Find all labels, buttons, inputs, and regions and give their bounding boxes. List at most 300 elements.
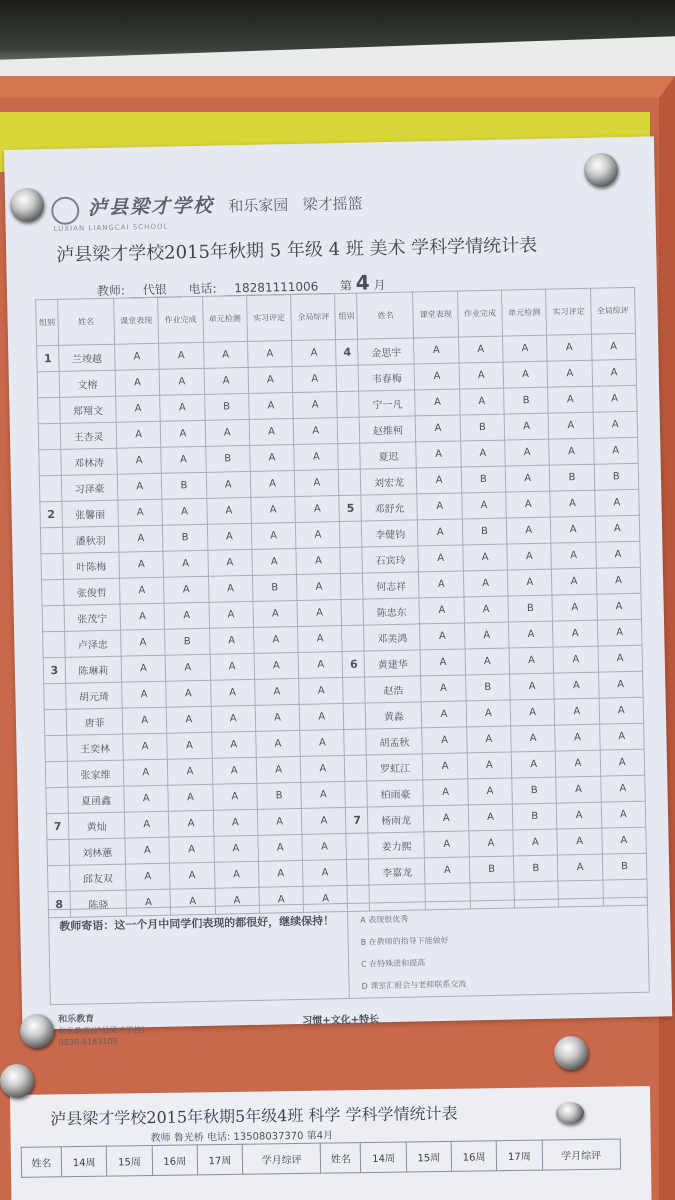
pin-icon (0, 1064, 34, 1098)
group-number (45, 735, 68, 761)
grade-cell: A (422, 701, 467, 728)
sheet2-table (21, 1138, 621, 1177)
grade-cell: A (206, 471, 251, 498)
grade-cell: A (295, 496, 340, 523)
grade-cell: A (250, 470, 295, 497)
header-c2: 作业完成 (158, 296, 203, 343)
grade-cell: A (123, 759, 168, 786)
header-c2-r: 作业完成 (457, 290, 502, 337)
school-name: 泸县梁才学校 (87, 194, 215, 220)
group-number (45, 761, 68, 787)
grade-cell: A (421, 675, 466, 702)
grade-cell: A (422, 727, 467, 754)
student-name: 兰竣越 (59, 344, 116, 371)
grade-cell: A (247, 341, 292, 368)
grade-cell: B (512, 777, 557, 804)
grade-cell: A (300, 755, 345, 782)
comment-box (48, 897, 650, 1006)
grade-cell: A (255, 678, 300, 705)
grade-cell: A (115, 369, 160, 396)
grade-cell: A (118, 499, 163, 526)
grade-cell: A (419, 571, 464, 598)
grade-cell: A (119, 577, 164, 604)
grade-cell: A (299, 678, 344, 705)
grade-cell: A (164, 602, 209, 629)
header-group: 组别 (36, 299, 59, 345)
grade-cell: A (598, 671, 643, 698)
grade-cell: A (465, 648, 510, 675)
grade-cell: A (554, 698, 599, 725)
grade-cell: A (511, 751, 556, 778)
grade-cell: A (251, 496, 296, 523)
header-c1: 课堂表现 (114, 297, 159, 344)
grade-cell: A (505, 439, 550, 466)
footer-org (58, 1013, 145, 1048)
grade-cell: A (416, 415, 461, 442)
grade-cell: A (250, 444, 295, 471)
grade-cell: A (168, 758, 213, 785)
grade-cell: A (549, 412, 594, 439)
student-name: 柏雨豪 (367, 780, 424, 807)
grade-cell: B (513, 855, 558, 882)
sheet2-header-cell: 17周 (497, 1140, 543, 1171)
grade-cell: A (599, 723, 644, 750)
header-c3: 单元检测 (202, 295, 247, 342)
grade-cell: A (205, 419, 250, 446)
sheet-title: 泸县梁才学校2015年秋期 5 年级 4 班 美术 学科学情统计表 (55, 234, 538, 266)
grade-cell: A (467, 752, 512, 779)
group-number (344, 703, 367, 729)
month-suffix: 月 (373, 278, 386, 293)
grade-cell: A (513, 829, 558, 856)
grade-cell: A (293, 392, 338, 419)
student-name: 宁一凡 (359, 390, 416, 417)
grade-cell: A (466, 726, 511, 753)
grade-cell: A (599, 697, 644, 724)
grade-cell: A (553, 646, 598, 673)
student-name: 夏函鑫 (68, 786, 125, 813)
student-name: 郑翔文 (60, 396, 117, 423)
grade-cell: A (460, 440, 505, 467)
grade-cell: A (415, 363, 460, 390)
header-c5-r: 全局综评 (590, 287, 635, 334)
grade-cell: A (253, 626, 298, 653)
grade-cell: A (251, 522, 296, 549)
grade-cell: A (120, 603, 165, 630)
grade-cell: B (163, 524, 208, 551)
footer-org-name: 和乐教育 (58, 1014, 95, 1026)
student-name: 陈骁 (70, 890, 127, 917)
grade-cell: A (211, 705, 256, 732)
grade-cell: A (160, 394, 205, 421)
grade-cell: A (259, 886, 304, 913)
group-number: 7 (346, 807, 369, 833)
grade-cell: A (170, 862, 215, 889)
pin-icon (554, 1036, 588, 1070)
sheet2-header-cell: 14周 (61, 1146, 107, 1177)
grade-cell: A (510, 699, 555, 726)
grade-cell: A (256, 756, 301, 783)
grade-cell: A (503, 361, 548, 388)
grade-cell: A (505, 465, 550, 492)
student-name: 邓美鸿 (364, 624, 421, 651)
grade-cell: A (552, 568, 597, 595)
grade-cell: A (421, 649, 466, 676)
pin-icon (10, 188, 44, 222)
grade-cell: A (126, 889, 171, 916)
group-number: 8 (48, 891, 71, 917)
grade-cell: A (417, 493, 462, 520)
grade-cell: A (556, 776, 601, 803)
grade-cell: A (124, 785, 169, 812)
grade-cell: A (257, 808, 302, 835)
grade-cell: A (549, 438, 594, 465)
grade-cell: A (550, 490, 595, 517)
grade-cell: A (557, 802, 602, 829)
grade-cell: B (602, 853, 647, 880)
sheet2-title: 泸县梁才学校2015年秋期5年级4班 科学 学科学情统计表 (50, 1103, 458, 1129)
group-number (338, 417, 361, 443)
grade-cell: A (116, 395, 161, 422)
sheet2-header-cell: 姓名 (21, 1147, 61, 1178)
student-name: 卢泽忠 (65, 630, 122, 657)
grade-cell: A (118, 525, 163, 552)
grade-cell: B (205, 445, 250, 472)
group-number (44, 683, 67, 709)
grade-cell: A (602, 827, 647, 854)
grade-cell: A (121, 655, 166, 682)
legend-b: B 在教师的指导下能做好 (360, 935, 449, 947)
grade-cell: A (253, 600, 298, 627)
student-name: 邓林涛 (61, 448, 118, 475)
grade-cell: A (504, 413, 549, 440)
grade-cell: A (595, 515, 640, 542)
group-number (47, 839, 70, 865)
student-name: 赵维柯 (360, 416, 417, 443)
grade-cell: A (298, 626, 343, 653)
grade-cell: A (161, 420, 206, 447)
student-name: 李健钧 (362, 520, 419, 547)
grade-cell: B (465, 674, 510, 701)
grade-cell: B (594, 463, 639, 490)
grade-cell: A (252, 548, 297, 575)
group-number (337, 365, 360, 391)
grade-cell: A (121, 629, 166, 656)
student-name: 文榕 (59, 370, 116, 397)
grade-cell: B (165, 628, 210, 655)
grade-cell: A (212, 783, 257, 810)
student-name: 潘秋羽 (62, 526, 119, 553)
group-number: 5 (339, 495, 362, 521)
grade-cell: A (597, 593, 642, 620)
grade-cell: A (298, 652, 343, 679)
grade-cell: A (258, 834, 303, 861)
group-number (344, 729, 367, 755)
grade-cell: A (211, 731, 256, 758)
group-number: 7 (46, 813, 69, 839)
grade-cell: A (506, 517, 551, 544)
sheet2-header-cell: 15周 (107, 1146, 153, 1177)
grade-cell: A (117, 473, 162, 500)
student-name: 王奕林 (67, 734, 124, 761)
grade-cell: A (214, 835, 259, 862)
student-name: 李嘉龙 (369, 858, 426, 885)
grade-cell: A (209, 601, 254, 628)
sheet2-teacher-line: 教师 鲁光桥 电话: 13508037370 第4月 (150, 1130, 334, 1145)
sheet2-header-cell: 学月综评 (242, 1143, 321, 1174)
grade-cell: A (506, 491, 551, 518)
grade-cell: B (257, 782, 302, 809)
grade-cell: A (415, 389, 460, 416)
grade-cell: A (466, 700, 511, 727)
grade-cell: A (418, 519, 463, 546)
grade-cell: A (600, 749, 645, 776)
grade-cell: B (204, 393, 249, 420)
group-number (39, 475, 62, 501)
grade-cell: A (597, 619, 642, 646)
month-prefix: 第 (339, 278, 353, 293)
footer-line-2: 0830-8183109 (58, 1036, 118, 1048)
grade-cell: A (294, 470, 339, 497)
grade-cell: A (418, 545, 463, 572)
grade-cell: A (423, 779, 468, 806)
sheet2-header-cell: 16周 (152, 1145, 198, 1176)
group-number (341, 599, 364, 625)
grade-cell: A (547, 334, 592, 361)
grade-cell: B (504, 387, 549, 414)
student-name: 陈忠东 (363, 598, 420, 625)
grade-cell: A (163, 550, 208, 577)
grade-cell: A (213, 809, 258, 836)
group-number: 1 (37, 345, 60, 371)
student-name: 刘宏龙 (361, 468, 418, 495)
grade-cell: A (462, 492, 507, 519)
grade-cell: A (598, 645, 643, 672)
grade-cell: A (166, 680, 211, 707)
grade-cell: A (209, 627, 254, 654)
grade-cell: A (294, 444, 339, 471)
grade-cell: A (301, 781, 346, 808)
month-number: 4 (355, 270, 370, 295)
group-number (42, 579, 65, 605)
grade-cell: A (212, 757, 257, 784)
sheet2-header-cell: 学月综评 (542, 1139, 621, 1170)
header-c1-r: 课堂表现 (413, 291, 458, 338)
header-c4: 实习评定 (246, 295, 291, 342)
student-name: 罗虹江 (367, 754, 424, 781)
student-name: 夏迟 (360, 442, 417, 469)
grade-cell: A (249, 418, 294, 445)
group-number (46, 787, 69, 813)
sheet2-header-cell: 16周 (451, 1141, 497, 1172)
phone-label: 电话: (188, 281, 217, 297)
grade-cell: A (162, 498, 207, 525)
grade-cell: A (248, 367, 293, 394)
grade-cell: A (167, 732, 212, 759)
header-group-r: 组别 (335, 293, 358, 339)
grade-cell: A (552, 594, 597, 621)
grade-cell: A (255, 704, 300, 731)
grade-cell: A (468, 778, 513, 805)
grade-cell: B (162, 472, 207, 499)
grade-cell: A (419, 597, 464, 624)
grade-cell: A (249, 393, 294, 420)
grade-cell: A (548, 386, 593, 413)
school-brand (51, 188, 363, 225)
header-c4-r: 实习评定 (546, 288, 591, 335)
grade-cell: A (292, 366, 337, 393)
grade-cell: A (553, 620, 598, 647)
teacher-name: 代银 (129, 282, 181, 298)
grade-cell: A (296, 548, 341, 575)
group-number (342, 625, 365, 651)
grade-cell: A (299, 704, 344, 731)
grade-cell: A (414, 337, 459, 364)
student-name: 张家维 (67, 760, 124, 787)
slogan-2: 梁才摇篮 (302, 194, 363, 214)
grade-cell: A (115, 343, 160, 370)
grade-cell: A (124, 811, 169, 838)
grade-cell: A (168, 784, 213, 811)
grade-cell: A (208, 549, 253, 576)
pin-icon (20, 1014, 54, 1048)
grade-cell: A (164, 576, 209, 603)
stats-sheet-science (10, 1086, 652, 1200)
student-name: 邱友双 (69, 864, 126, 891)
group-number (340, 521, 363, 547)
student-name: 韦春梅 (359, 364, 416, 391)
student-name: 刘林蕙 (69, 838, 126, 865)
grade-cell: A (503, 335, 548, 362)
grade-cell: A (159, 342, 204, 369)
group-number (47, 865, 70, 891)
group-number (343, 677, 366, 703)
group-number (43, 631, 66, 657)
sheet2-header-cell: 17周 (197, 1144, 243, 1175)
student-name: 王杏灵 (60, 422, 117, 449)
grade-cell: A (592, 385, 637, 412)
group-number (338, 443, 361, 469)
grade-cell: A (208, 575, 253, 602)
grade-cell: A (206, 497, 251, 524)
grade-cell: A (417, 467, 462, 494)
group-number (38, 423, 61, 449)
teacher-label: 教师: (96, 283, 126, 299)
grade-cell: A (296, 522, 341, 549)
grade-cell: A (122, 681, 167, 708)
student-name: 黄淼 (366, 702, 423, 729)
student-name: 金思宇 (358, 338, 415, 365)
grade-cell: A (558, 854, 603, 881)
grade-cell: A (303, 885, 348, 912)
student-name: 黄灿 (68, 812, 125, 839)
grade-cell: A (123, 733, 168, 760)
group-number: 2 (40, 501, 63, 527)
grade-cell: A (551, 516, 596, 543)
group-number: 4 (336, 339, 359, 365)
sheet2-header-cell: 姓名 (321, 1143, 361, 1174)
group-number (340, 547, 363, 573)
grade-cell: A (463, 570, 508, 597)
grade-cell: A (303, 859, 348, 886)
grade-cell: A (464, 596, 509, 623)
grade-cell: A (555, 724, 600, 751)
grade-cell: B (460, 414, 505, 441)
student-name: 胡孟秋 (366, 728, 423, 755)
grade-cell: B (462, 518, 507, 545)
group-number (347, 859, 370, 885)
grade-cell: A (507, 543, 552, 570)
pin-icon (556, 1102, 584, 1124)
grade-cell: A (159, 368, 204, 395)
student-name: 唐菲 (66, 708, 123, 735)
grade-cell: A (203, 341, 248, 368)
header-name: 姓名 (58, 298, 115, 345)
group-number (37, 371, 60, 397)
grade-cell: A (169, 810, 214, 837)
grade-cell: A (594, 489, 639, 516)
grade-cell: A (125, 863, 170, 890)
grade-cell: A (593, 437, 638, 464)
sheet2-header-cell: 15周 (406, 1141, 452, 1172)
group-number (41, 553, 64, 579)
grade-cell: A (169, 836, 214, 863)
school-english-name: LUXIAN LIANGCAI SCHOOL (53, 222, 169, 233)
grade-cell: A (204, 367, 249, 394)
grade-cell: A (258, 860, 303, 887)
grade-cell: A (464, 622, 509, 649)
grade-cell: B (550, 464, 595, 491)
legend-d: D 课室汇报会与老师联系交流 (361, 979, 467, 991)
grade-cell: A (593, 411, 638, 438)
grade-cell: A (165, 654, 210, 681)
grade-cell: A (119, 551, 164, 578)
grade-cell: A (210, 653, 255, 680)
pin-icon (584, 153, 618, 187)
grade-cell: A (256, 730, 301, 757)
grade-cell: A (511, 725, 556, 752)
grade-cell: A (459, 388, 504, 415)
student-name: 张俊哲 (64, 578, 121, 605)
group-number (39, 449, 62, 475)
student-name: 陈琳莉 (65, 656, 122, 683)
student-name: 黄建华 (365, 650, 422, 677)
group-number (345, 781, 368, 807)
grade-cell: A (423, 753, 468, 780)
grade-cell: A (469, 830, 514, 857)
student-name: 习泽豪 (61, 474, 118, 501)
group-number (44, 709, 67, 735)
grade-cell: A (214, 861, 259, 888)
grade-cell: A (509, 647, 554, 674)
grade-cell: A (210, 679, 255, 706)
grade-cell: A (293, 418, 338, 445)
sheet2-header-cell: 14周 (361, 1142, 407, 1173)
grade-cell: A (596, 567, 641, 594)
group-number (346, 833, 369, 859)
grade-cell: A (416, 441, 461, 468)
student-name: 张馨丽 (62, 500, 119, 527)
grade-table (35, 287, 648, 918)
student-name: 石宾玲 (362, 546, 419, 573)
grade-cell: A (420, 623, 465, 650)
grade-cell: A (601, 801, 646, 828)
grade-cell: A (591, 333, 636, 360)
grade-cell: A (509, 621, 554, 648)
header-c5: 全局综评 (291, 294, 336, 341)
grade-cell: A (458, 336, 503, 363)
group-number (40, 527, 63, 553)
